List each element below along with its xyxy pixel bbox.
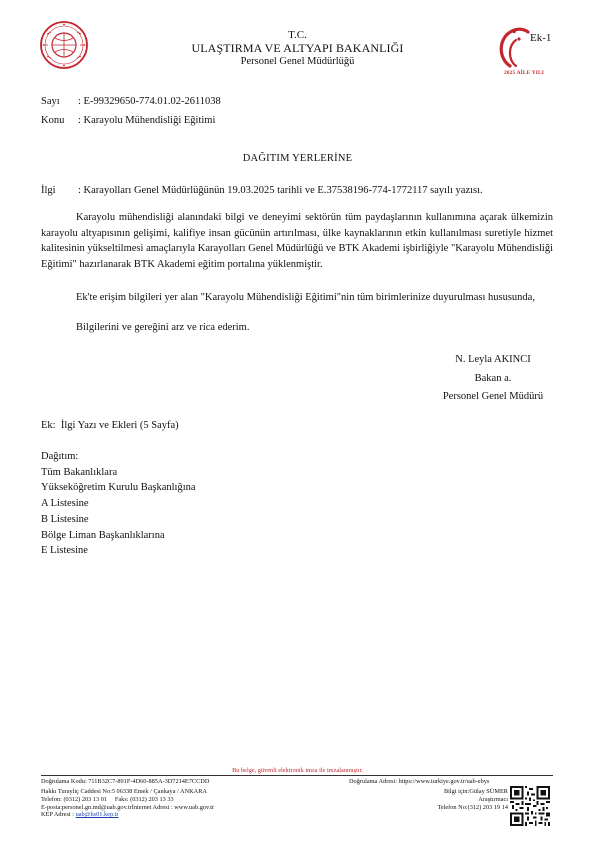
footer-divider (41, 775, 553, 776)
body-paragraph-3: Bilgilerini ve gereğini arz ve rica ederim. (76, 322, 250, 333)
signer-on-behalf: Bakan a. (474, 372, 512, 384)
verification-code: Doğrulama Kodu: 711B32C7-891F-4D60-885A-3D7214E7CCDD (41, 778, 210, 785)
attachments-value: İlgi Yazı ve Ekleri (5 Sayfa) (60, 420, 179, 431)
header-department: Personel Genel Müdürlüğü (240, 56, 355, 67)
verification-address[interactable]: Doğrulama Adresi: https://www.turkiye.gov.tr/uab-ebys (349, 778, 490, 785)
distribution-list (41, 449, 196, 559)
sayi-row (41, 96, 221, 107)
ministry-emblem-logo (39, 20, 89, 70)
footer-email-web[interactable]: E-posta:personel.gn.md@uab.gov.trİnternet Adresi : www.uab.gov.tr (41, 803, 215, 811)
distribution-item: E Listesine (41, 545, 88, 557)
e-signature-note: Bu belge, güvenli elektronik imza ile imzalanmıştır. (232, 767, 363, 774)
footer-contact-right (380, 788, 508, 811)
document-title: DAĞITIM YERLERİNE (242, 153, 353, 164)
signature-block (413, 351, 573, 407)
header-tc: T.C. (288, 29, 307, 41)
attachments-label: Ek: (41, 420, 56, 431)
distribution-item: Bölge Liman Başkanlıklarına (41, 529, 165, 541)
ilgi-value: : Karayolları Genel Müdürlüğünün 19.03.2025 tarihli ve E.37538196-774-1772117 sayılı yazısı. (78, 185, 483, 196)
qr-code (510, 786, 550, 826)
kep-link[interactable]: uab@hs01.kep.tr (75, 811, 119, 819)
distribution-item: A Listesine (41, 498, 89, 510)
footer-kep-row (41, 811, 214, 819)
distribution-item: Yükseköğretim Kurulu Başkanlığına (41, 482, 196, 494)
annex-tag: Ek-1 (530, 32, 552, 44)
konu-label: Konu (41, 115, 65, 126)
signer-title: Personel Genel Müdürü (442, 391, 544, 402)
sayi-value: : E-99329650-774.01.02-2611038 (78, 96, 221, 107)
sayi-label: Sayı (41, 96, 60, 107)
footer-address: Hakkı Turayliç Caddesi No:5 06338 Emek / Çankaya / ANKARA (41, 788, 207, 795)
info-contact: Bilgi için:Gülay SÜMER (443, 788, 508, 795)
distribution-item: B Listesine (41, 513, 89, 525)
footer-contact-left (41, 788, 214, 819)
attachments-row (41, 420, 179, 431)
header-ministry: ULAŞTIRMA VE ALTYAPI BAKANLIĞI (191, 41, 404, 55)
kep-label: KEP Adresi : (41, 811, 76, 819)
info-phone: Telefon No:(312) 203 19 14 (437, 803, 508, 811)
signer-name: N. Leyla AKINCI (455, 354, 531, 365)
distribution-item: Tüm Bakanlıklara (41, 466, 118, 478)
footer-phone-fax: Telefon: (0312) 203 13 01 Faks: (0312) 203 13 33 (41, 795, 174, 803)
info-role: Araştırmacı (478, 795, 508, 803)
konu-row (41, 115, 215, 126)
family-year-label: 2025 AİLE YILI (504, 70, 544, 76)
ilgi-label: İlgi (41, 185, 56, 196)
body-paragraph-1: Karayolu mühendisliği alanındaki bilgi ve deneyimi sektörün tüm paydaşlarının kullanımına açarak ülkemizin karayolu altyapısının gelişimi, kalifiye insan gücünün artırılması, ülke kaynaklarının etkin kullanılması suretiyle hizmet kalitesinin yükseltilmesi amaçlarıyla Karayolları Genel Müdürlüğü ve BTK Akademi işbirliğiyle "Karayolu Mühendisliği Eğitimi" hazırlanarak BTK Akademi eğitim portalına yüklenmiştir. (41, 212, 553, 271)
ilgi-row (41, 185, 483, 196)
konu-value: : Karayolu Mühendisliği Eğitimi (78, 115, 216, 126)
distribution-label: Dağıtım: (41, 451, 79, 462)
body-paragraph-2: Ek'te erişim bilgileri yer alan "Karayolu Mühendisliği Eğitimi"nin tüm birimlerinize duyurulması hususunda, (76, 292, 535, 303)
